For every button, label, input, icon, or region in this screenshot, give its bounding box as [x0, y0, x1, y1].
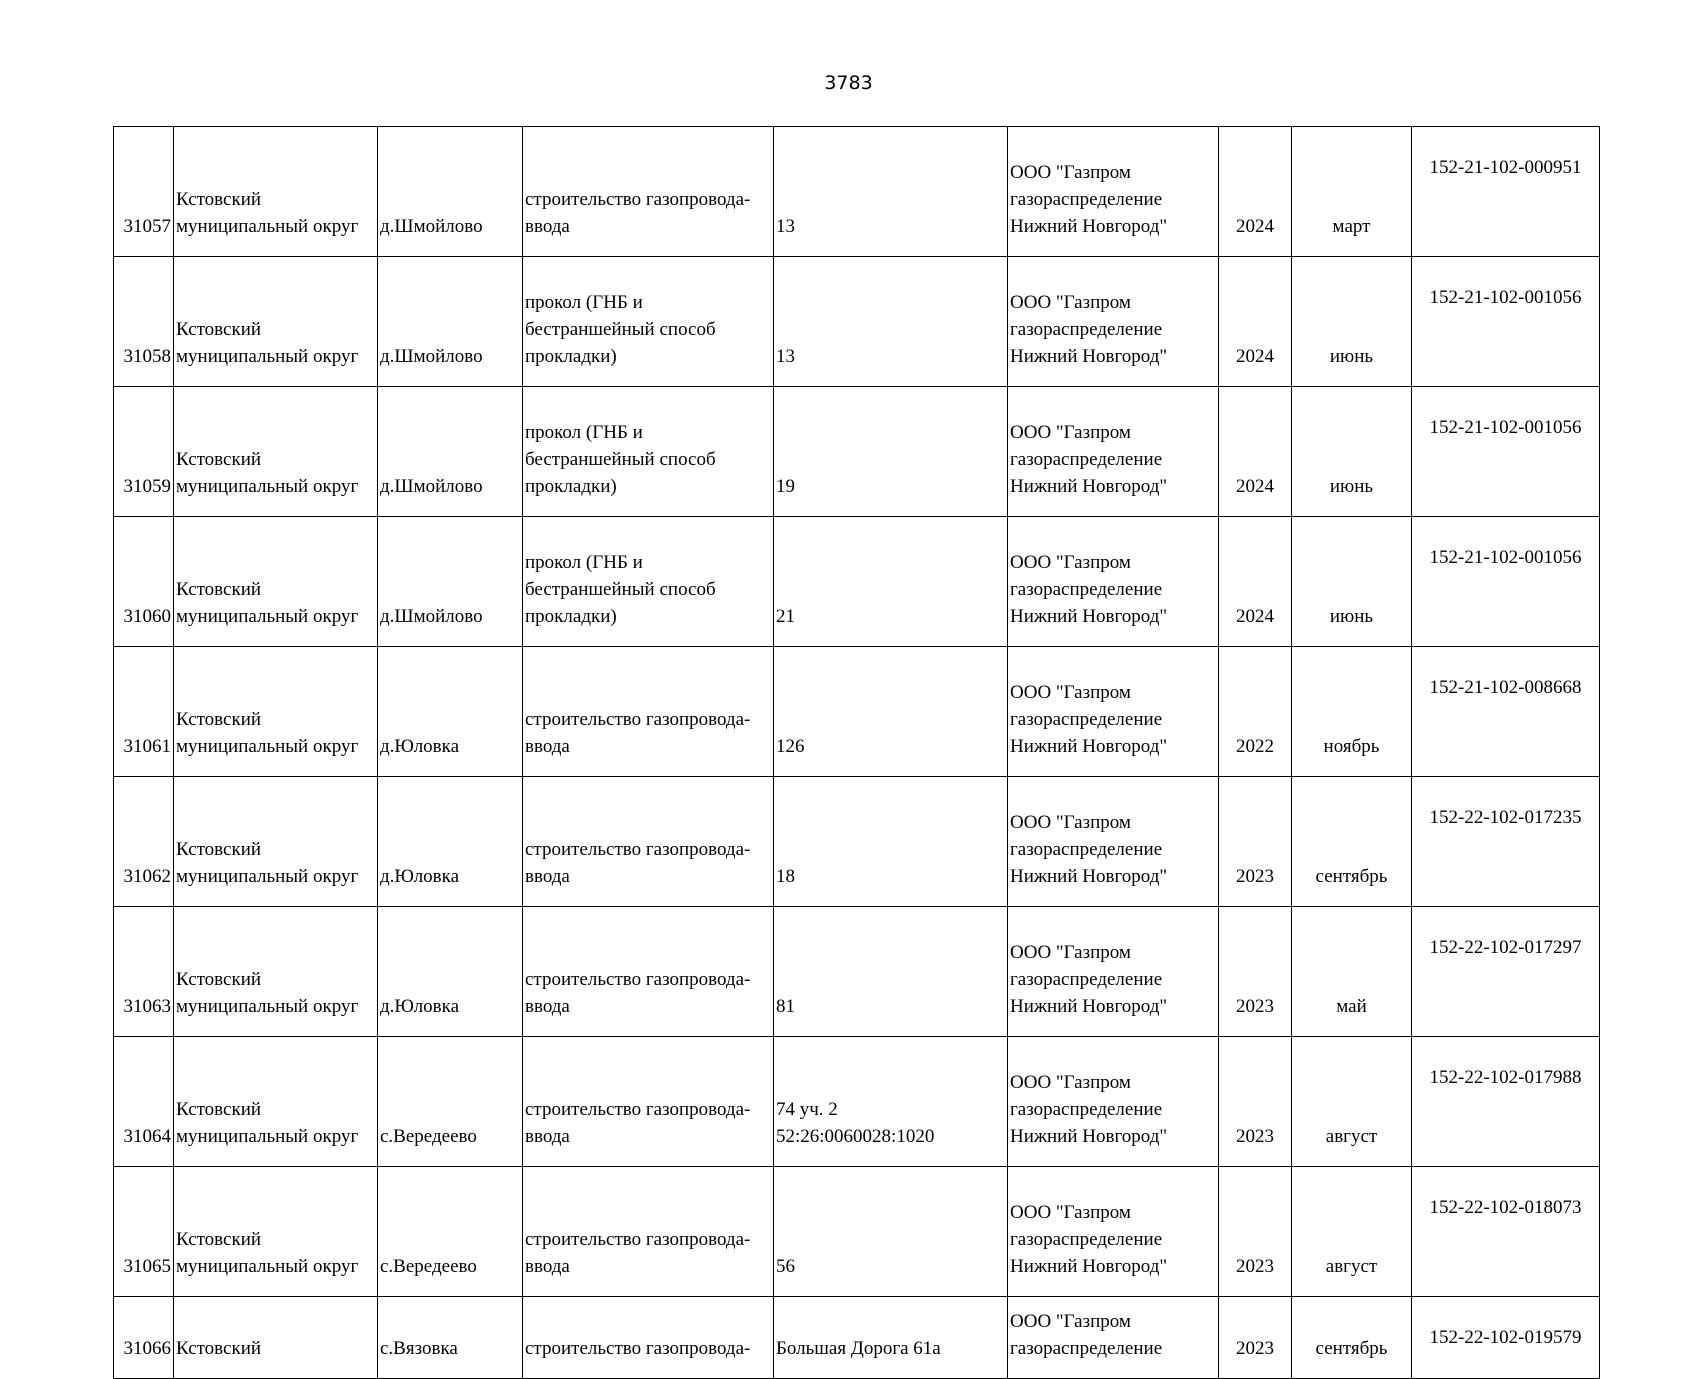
address-cell	[774, 907, 1008, 1037]
month-cell	[1292, 387, 1412, 517]
month-cell	[1292, 1167, 1412, 1297]
locality: с.Вередеево	[380, 1126, 477, 1147]
locality: д.Юловка	[380, 866, 460, 887]
work-type-line: прокол (ГНБ и	[525, 552, 643, 573]
organization-line: Нижний Новгород"	[1010, 1126, 1168, 1147]
work-type-cell	[523, 1037, 774, 1167]
work-type-cell	[523, 777, 774, 907]
row-number: 31060	[123, 606, 171, 627]
organization-line: газораспределение	[1010, 1099, 1163, 1120]
address-line: 19	[776, 476, 795, 497]
month: ноябрь	[1323, 736, 1380, 757]
month-cell	[1292, 1297, 1412, 1379]
work-type-line: строительство газопровода-	[525, 969, 751, 990]
address-line: 18	[776, 866, 795, 887]
organization-cell	[1008, 1297, 1219, 1379]
address-cell	[774, 1037, 1008, 1167]
month: сентябрь	[1315, 1338, 1388, 1359]
organization-line: Нижний Новгород"	[1010, 606, 1168, 627]
locality-cell	[378, 777, 523, 907]
address-cell	[774, 1297, 1008, 1379]
row-number: 31065	[123, 1256, 171, 1277]
work-type-cell	[523, 1167, 774, 1297]
gas-connection-table	[113, 126, 1600, 1379]
district-cell	[174, 517, 378, 647]
year-cell	[1219, 387, 1292, 517]
table-row	[114, 647, 1600, 777]
district-line: Кстовский	[176, 839, 262, 860]
locality-cell	[378, 1037, 523, 1167]
organization-line: газораспределение	[1010, 319, 1163, 340]
code-cell	[1412, 907, 1600, 1037]
table-row	[114, 517, 1600, 647]
work-type-line: ввода	[525, 216, 570, 237]
work-type-line: ввода	[525, 736, 570, 757]
organization-line: ООО "Газпром	[1010, 1072, 1131, 1093]
work-type-line: прокладки)	[525, 476, 617, 497]
district-line: Кстовский	[176, 449, 262, 470]
organization-line: Нижний Новгород"	[1010, 1256, 1168, 1277]
code-cell	[1412, 387, 1600, 517]
district-line: Кстовский	[176, 319, 262, 340]
district-line: муниципальный округ	[176, 736, 359, 757]
organization-line: Нижний Новгород"	[1010, 866, 1168, 887]
address-line: 74 уч. 2	[776, 1099, 838, 1120]
locality: д.Юловка	[380, 996, 460, 1017]
row-number-cell	[114, 647, 174, 777]
district-line: муниципальный округ	[176, 606, 359, 627]
work-type-cell	[523, 1297, 774, 1379]
work-type-line: прокол (ГНБ и	[525, 422, 643, 443]
district-cell	[174, 127, 378, 257]
code-cell	[1412, 127, 1600, 257]
work-type-cell	[523, 127, 774, 257]
year-cell	[1219, 777, 1292, 907]
organization-line: Нижний Новгород"	[1010, 736, 1168, 757]
row-number-cell	[114, 777, 174, 907]
locality-cell	[378, 1167, 523, 1297]
registry-code: 152-22-102-017235	[1429, 807, 1582, 828]
code-cell	[1412, 647, 1600, 777]
year-cell	[1219, 517, 1292, 647]
year-cell	[1219, 1297, 1292, 1379]
locality: с.Вязовка	[380, 1338, 458, 1359]
district-cell	[174, 777, 378, 907]
district-cell	[174, 1037, 378, 1167]
organization-cell	[1008, 647, 1219, 777]
organization-line: газораспределение	[1010, 449, 1163, 470]
registry-code: 152-21-102-008668	[1429, 677, 1582, 698]
month: май	[1336, 996, 1367, 1017]
address-line: 13	[776, 346, 795, 367]
district-cell	[174, 647, 378, 777]
year: 2023	[1236, 866, 1274, 887]
address-line: 126	[776, 736, 805, 757]
work-type-cell	[523, 647, 774, 777]
district-line: Кстовский	[176, 1229, 262, 1250]
organization-line: ООО "Газпром	[1010, 162, 1131, 183]
district-line: Кстовский	[176, 579, 262, 600]
organization-line: ООО "Газпром	[1010, 682, 1131, 703]
address-cell	[774, 517, 1008, 647]
organization-line: Нижний Новгород"	[1010, 476, 1168, 497]
month-cell	[1292, 1037, 1412, 1167]
year: 2023	[1236, 1338, 1274, 1359]
year: 2023	[1236, 1256, 1274, 1277]
row-number-cell	[114, 1167, 174, 1297]
work-type-line: бестраншейный способ	[525, 579, 716, 600]
registry-code: 152-21-102-001056	[1429, 417, 1582, 438]
organization-line: Нижний Новгород"	[1010, 216, 1168, 237]
district-line: Кстовский	[176, 1338, 262, 1359]
address-line: 52:26:0060028:1020	[776, 1126, 935, 1147]
table-row	[114, 1167, 1600, 1297]
locality: с.Вередеево	[380, 1256, 477, 1277]
month: июнь	[1329, 476, 1374, 497]
organization-cell	[1008, 127, 1219, 257]
row-number-cell	[114, 1037, 174, 1167]
row-number: 31057	[123, 216, 171, 237]
work-type-line: прокладки)	[525, 606, 617, 627]
address-line: 81	[776, 996, 795, 1017]
page-number: 3783	[824, 72, 873, 94]
organization-cell	[1008, 257, 1219, 387]
year: 2022	[1236, 736, 1274, 757]
work-type-line: строительство газопровода-	[525, 189, 751, 210]
row-number-cell	[114, 907, 174, 1037]
row-number-cell	[114, 387, 174, 517]
organization-line: ООО "Газпром	[1010, 292, 1131, 313]
locality-cell	[378, 127, 523, 257]
work-type-cell	[523, 517, 774, 647]
district-line: муниципальный округ	[176, 866, 359, 887]
address-line: 56	[776, 1256, 795, 1277]
month-cell	[1292, 517, 1412, 647]
work-type-cell	[523, 907, 774, 1037]
organization-line: газораспределение	[1010, 1338, 1163, 1359]
month-cell	[1292, 257, 1412, 387]
registry-code: 152-21-102-001056	[1429, 287, 1582, 308]
district-line: Кстовский	[176, 969, 262, 990]
work-type-line: бестраншейный способ	[525, 319, 716, 340]
year-cell	[1219, 907, 1292, 1037]
district-cell	[174, 1167, 378, 1297]
year-cell	[1219, 257, 1292, 387]
year: 2024	[1236, 606, 1274, 627]
district-line: муниципальный округ	[176, 346, 359, 367]
organization-line: Нижний Новгород"	[1010, 346, 1168, 367]
work-type-line: строительство газопровода-	[525, 1229, 751, 1250]
work-type-line: ввода	[525, 1256, 570, 1277]
work-type-line: ввода	[525, 996, 570, 1017]
year: 2024	[1236, 346, 1274, 367]
row-number: 31061	[123, 736, 171, 757]
organization-cell	[1008, 777, 1219, 907]
address-line: 13	[776, 216, 795, 237]
organization-line: ООО "Газпром	[1010, 942, 1131, 963]
locality: д.Шмойлово	[380, 346, 483, 367]
year-cell	[1219, 127, 1292, 257]
month: август	[1325, 1126, 1378, 1147]
table-row	[114, 1297, 1600, 1379]
district-line: муниципальный округ	[176, 476, 359, 497]
month: март	[1332, 216, 1371, 237]
locality: д.Юловка	[380, 736, 460, 757]
work-type-line: строительство газопровода-	[525, 1338, 751, 1359]
district-cell	[174, 257, 378, 387]
locality-cell	[378, 517, 523, 647]
code-cell	[1412, 517, 1600, 647]
registry-code: 152-22-102-017988	[1429, 1067, 1582, 1088]
work-type-line: прокладки)	[525, 346, 617, 367]
district-line: муниципальный округ	[176, 1256, 359, 1277]
address-cell	[774, 257, 1008, 387]
month-cell	[1292, 907, 1412, 1037]
month-cell	[1292, 127, 1412, 257]
locality-cell	[378, 647, 523, 777]
year-cell	[1219, 1167, 1292, 1297]
address-cell	[774, 647, 1008, 777]
organization-line: ООО "Газпром	[1010, 552, 1131, 573]
month-cell	[1292, 777, 1412, 907]
work-type-line: ввода	[525, 1126, 570, 1147]
table-row	[114, 387, 1600, 517]
table-row	[114, 127, 1600, 257]
work-type-line: строительство газопровода-	[525, 1099, 751, 1120]
organization-cell	[1008, 517, 1219, 647]
work-type-line: прокол (ГНБ и	[525, 292, 643, 313]
district-cell	[174, 387, 378, 517]
row-number: 31064	[123, 1126, 171, 1147]
work-type-cell	[523, 257, 774, 387]
year-cell	[1219, 1037, 1292, 1167]
address-line: Большая Дорога 61а	[776, 1338, 941, 1359]
year: 2024	[1236, 476, 1274, 497]
organization-line: ООО "Газпром	[1010, 422, 1131, 443]
locality: д.Шмойлово	[380, 216, 483, 237]
row-number-cell	[114, 517, 174, 647]
row-number: 31063	[123, 996, 171, 1017]
registry-code: 152-21-102-000951	[1429, 157, 1582, 178]
row-number: 31062	[123, 866, 171, 887]
row-number: 31066	[123, 1338, 171, 1359]
address-cell	[774, 387, 1008, 517]
year: 2023	[1236, 1126, 1274, 1147]
work-type-line: строительство газопровода-	[525, 709, 751, 730]
district-line: Кстовский	[176, 1099, 262, 1120]
row-number: 31059	[123, 476, 171, 497]
district-line: муниципальный округ	[176, 996, 359, 1017]
work-type-cell	[523, 387, 774, 517]
code-cell	[1412, 1037, 1600, 1167]
organization-line: ООО "Газпром	[1010, 1202, 1131, 1223]
month-cell	[1292, 647, 1412, 777]
year: 2024	[1236, 216, 1274, 237]
month: сентябрь	[1315, 866, 1388, 887]
code-cell	[1412, 777, 1600, 907]
table-row	[114, 777, 1600, 907]
address-line: 21	[776, 606, 795, 627]
organization-line: газораспределение	[1010, 189, 1163, 210]
organization-line: ООО "Газпром	[1010, 812, 1131, 833]
organization-line: газораспределение	[1010, 969, 1163, 990]
locality: д.Шмойлово	[380, 476, 483, 497]
district-line: муниципальный округ	[176, 1126, 359, 1147]
locality: д.Шмойлово	[380, 606, 483, 627]
address-cell	[774, 777, 1008, 907]
organization-cell	[1008, 907, 1219, 1037]
organization-cell	[1008, 1167, 1219, 1297]
code-cell	[1412, 1297, 1600, 1379]
address-cell	[774, 127, 1008, 257]
code-cell	[1412, 257, 1600, 387]
district-cell	[174, 1297, 378, 1379]
address-cell	[774, 1167, 1008, 1297]
district-cell	[174, 907, 378, 1037]
organization-line: газораспределение	[1010, 1229, 1163, 1250]
work-type-line: бестраншейный способ	[525, 449, 716, 470]
row-number: 31058	[123, 346, 171, 367]
organization-line: газораспределение	[1010, 579, 1163, 600]
organization-line: газораспределение	[1010, 839, 1163, 860]
year-cell	[1219, 647, 1292, 777]
locality-cell	[378, 257, 523, 387]
registry-code: 152-22-102-017297	[1429, 937, 1582, 958]
work-type-line: строительство газопровода-	[525, 839, 751, 860]
registry-code: 152-22-102-019579	[1429, 1327, 1582, 1348]
registry-code: 152-21-102-001056	[1429, 547, 1582, 568]
district-line: Кстовский	[176, 709, 262, 730]
row-number-cell	[114, 257, 174, 387]
district-line: муниципальный округ	[176, 216, 359, 237]
table-row	[114, 1037, 1600, 1167]
registry-code: 152-22-102-018073	[1429, 1197, 1582, 1218]
organization-line: ООО "Газпром	[1010, 1311, 1131, 1332]
organization-line: газораспределение	[1010, 709, 1163, 730]
organization-cell	[1008, 387, 1219, 517]
month: август	[1325, 1256, 1378, 1277]
year: 2023	[1236, 996, 1274, 1017]
locality-cell	[378, 387, 523, 517]
month: июнь	[1329, 346, 1374, 367]
code-cell	[1412, 1167, 1600, 1297]
locality-cell	[378, 1297, 523, 1379]
work-type-line: ввода	[525, 866, 570, 887]
locality-cell	[378, 907, 523, 1037]
district-line: Кстовский	[176, 189, 262, 210]
row-number-cell	[114, 1297, 174, 1379]
organization-line: Нижний Новгород"	[1010, 996, 1168, 1017]
organization-cell	[1008, 1037, 1219, 1167]
table-row	[114, 257, 1600, 387]
table-row	[114, 907, 1600, 1037]
row-number-cell	[114, 127, 174, 257]
month: июнь	[1329, 606, 1374, 627]
